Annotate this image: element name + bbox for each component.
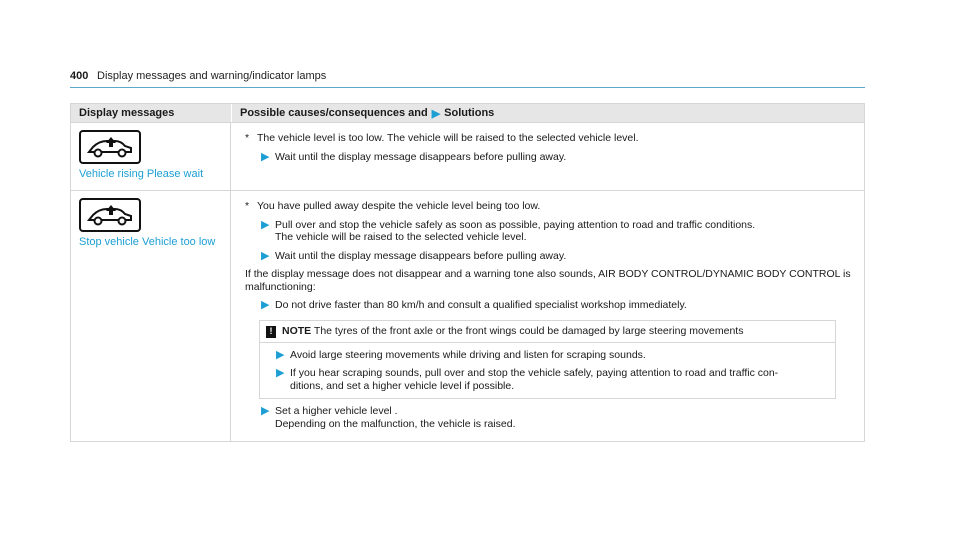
col-header-causes-text: Possible causes/consequences and <box>240 107 428 119</box>
note-step-line: ditions, and set a higher vehicle level if possible. <box>290 379 515 392</box>
solution-step-text <box>275 219 755 244</box>
play-arrow-icon: ▶ <box>276 367 285 379</box>
note-step <box>276 349 829 362</box>
col-header-display-messages: Display messages <box>79 107 175 119</box>
play-arrow-icon: ▶ <box>261 249 270 262</box>
table-row <box>71 122 864 190</box>
message-cell <box>71 191 231 441</box>
note-step <box>276 367 829 392</box>
solution-step <box>261 219 854 244</box>
play-arrow-icon: ▶ <box>261 150 270 163</box>
cause-cell <box>231 191 864 441</box>
play-arrow-icon: ▶ <box>276 348 285 361</box>
message-label: Stop vehicle Vehicle too low <box>79 236 216 248</box>
note-step-text: Avoid large steering movements while driving and listen for scraping sounds. <box>290 348 646 361</box>
message-cell <box>71 123 231 190</box>
vehicle-rising-icon <box>79 130 141 164</box>
note-text: The tyres of the front axle or the front wings could be damaged by large steering movements <box>313 324 744 337</box>
solution-step-line: Depending on the malfunction, the vehicle is raised. <box>275 417 516 430</box>
table-header <box>71 104 864 122</box>
solution-step <box>261 405 854 430</box>
note-body <box>260 342 835 399</box>
vehicle-level-icon <box>79 198 141 232</box>
col-header-causes <box>231 104 864 122</box>
solution-step-line: The vehicle will be raised to the selected vehicle level. <box>275 231 527 243</box>
asterisk-icon: * <box>245 132 250 144</box>
page-title: Display messages and warning/indicator lamps <box>97 70 327 82</box>
play-arrow-icon: ▶ <box>261 405 270 417</box>
cause-cell <box>231 123 864 190</box>
solution-step-text <box>275 405 515 430</box>
solution-step-text: Wait until the display message disappears before pulling away. <box>275 150 567 163</box>
solution-step <box>261 299 854 312</box>
play-arrow-icon: ▶ <box>261 218 270 231</box>
note-header <box>260 321 835 342</box>
asterisk-icon: * <box>245 200 250 212</box>
cause-text: The vehicle level is too low. The vehicle will be raised to the selected vehicle level. <box>257 132 639 144</box>
solution-step-text: Do not drive faster than 80 km/h and consult a qualified specialist workshop immediately. <box>275 299 687 311</box>
solution-step-line: Pull over and stop the vehicle safely as soon as possible, paying attention to road and traffic conditions. <box>275 218 756 231</box>
solution-step-line: Set a higher vehicle level . <box>275 405 398 417</box>
solution-step <box>261 151 854 164</box>
cause-line <box>245 200 854 213</box>
solution-step <box>261 250 854 263</box>
play-arrow-icon: ▶ <box>261 299 270 311</box>
note-box <box>259 320 836 400</box>
malfunction-paragraph: If the display message does not disappear and a warning tone also sounds, AIR BODY CONTROL/DYNAMIC BODY CONTROL is malfunctioning: <box>245 268 851 293</box>
message-label: Vehicle rising Please wait <box>79 168 204 180</box>
play-arrow-icon: ▶ <box>431 108 441 120</box>
page-header <box>70 70 865 88</box>
solution-step-text: Wait until the display message disappears before pulling away. <box>275 249 567 262</box>
cause-text: You have pulled away despite the vehicle level being too low. <box>257 200 541 212</box>
note-label: NOTE <box>282 324 312 337</box>
exclamation-icon: ! <box>266 326 276 338</box>
cause-line <box>245 132 854 145</box>
messages-table <box>70 103 865 442</box>
col-header-solutions: Solutions <box>444 107 495 119</box>
table-row <box>71 190 864 441</box>
note-step-text <box>290 367 778 392</box>
note-step-line: If you hear scraping sounds, pull over and stop the vehicle safely, paying attention to road and traffic con- <box>290 367 779 379</box>
page-number: 400 <box>70 70 89 82</box>
